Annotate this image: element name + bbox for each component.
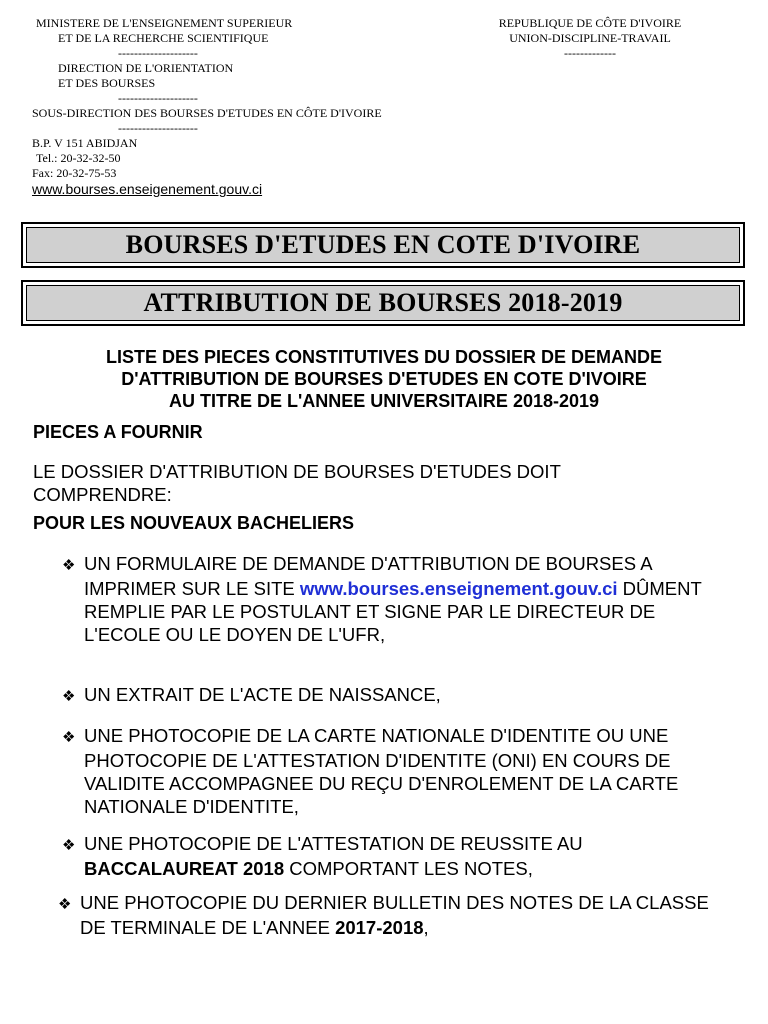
diamond-bullet-icon: ❖ [62,557,76,574]
list-title [22,346,746,412]
diamond-bullet-icon: ❖ [58,896,72,913]
separator-2: -------------------- [118,91,198,105]
separator-3: -------------------- [118,121,198,135]
direction-line-1: DIRECTION DE L'ORIENTATION [58,61,234,75]
list-title-line-1: LISTE DES PIECES CONSTITUTIVES DU DOSSIER DE DEMANDE [105,347,663,367]
subtitle-banner [21,280,745,326]
ministry-line-1: MINISTERE DE L'ENSEIGNEMENT SUPERIEUR [36,16,293,30]
sub-direction-line: SOUS-DIRECTION DES BOURSES D'ETUDES EN CÔTE D'IVOIRE [32,106,382,120]
list-item-birth-certificate: ❖ UN EXTRAIT DE L'ACTE DE NAISSANCE, [62,683,722,708]
national-motto: UNION-DISCIPLINE-TRAVAIL [509,31,671,45]
list-item-form: ❖ UN FORMULAIRE DE DEMANDE D'ATTRIBUTION DE BOURSES A IMPRIMER SUR LE SITE www.bourses.enseignement.gouv.ci DÛMENT REMPLIE PAR LE POSTULANT ET SIGNE PAR LE DIRECTEUR DE L'ECOLE OU LE DOYEN DE L'UFR, [62,553,702,645]
ministry-line-2: ET DE LA RECHERCHE SCIENTIFIQUE [58,31,269,45]
diamond-bullet-icon: ❖ [62,729,76,746]
header-right [470,16,710,61]
list-item-report-card: ❖ UNE PHOTOCOPIE DU DERNIER BULLETIN DES NOTES DE LA CLASSE DE TERMINALE DE L'ANNEE 2017-2018, [58,892,709,938]
diamond-bullet-icon: ❖ [62,688,76,705]
direction-line-2: ET DES BOURSES [58,76,156,90]
list-title-line-2: D'ATTRIBUTION DE BOURSES D'ETUDES EN COTE D'IVOIRE [121,369,647,389]
intro-paragraph: LE DOSSIER D'ATTRIBUTION DE BOURSES D'ETUDES DOIT COMPRENDRE: [33,461,561,505]
pieces-heading: PIECES A FOURNIR [33,422,203,442]
new-bachelors-heading: POUR LES NOUVEAUX BACHELIERS [33,513,355,533]
postal-box: B.P. V 151 ABIDJAN [32,136,138,150]
fax: Fax: 20-32-75-53 [32,166,117,180]
list-title-line-3: AU TITRE DE L'ANNEE UNIVERSITAIRE 2018-2019 [168,391,600,411]
form-website-link[interactable]: www.bourses.enseignement.gouv.ci [299,578,618,599]
telephone: Tel.: 20-32-32-50 [36,151,121,165]
diamond-bullet-icon: ❖ [62,837,76,854]
list-item-identity-card: ❖ UNE PHOTOCOPIE DE LA CARTE NATIONALE D'IDENTITE OU UNE PHOTOCOPIE DE L'ATTESTATION D'IDENTITE (ONI) EN COURS DE VALIDITE ACCOMPAGNEE DU REÇU D'ENROLEMENT DE LA CARTE NATIONALE D'IDENTITE, [62,725,679,817]
header-left [32,16,432,198]
list-item-baccalaureate: ❖ UNE PHOTOCOPIE DE L'ATTESTATION DE REUSSITE AU BACCALAUREAT 2018 COMPORTANT LES NOTES, [62,833,583,879]
website-link[interactable]: www.bourses.enseigenement.gouv.ci [32,181,263,197]
title-banner [21,222,745,268]
separator-right: ------------- [564,46,616,60]
separator-1: -------------------- [118,46,198,60]
country-name: REPUBLIQUE DE CÔTE D'IVOIRE [498,16,682,30]
title-banner-text: BOURSES D'ETUDES EN COTE D'IVOIRE [26,227,740,263]
subtitle-banner-text: ATTRIBUTION DE BOURSES 2018-2019 [26,285,740,321]
